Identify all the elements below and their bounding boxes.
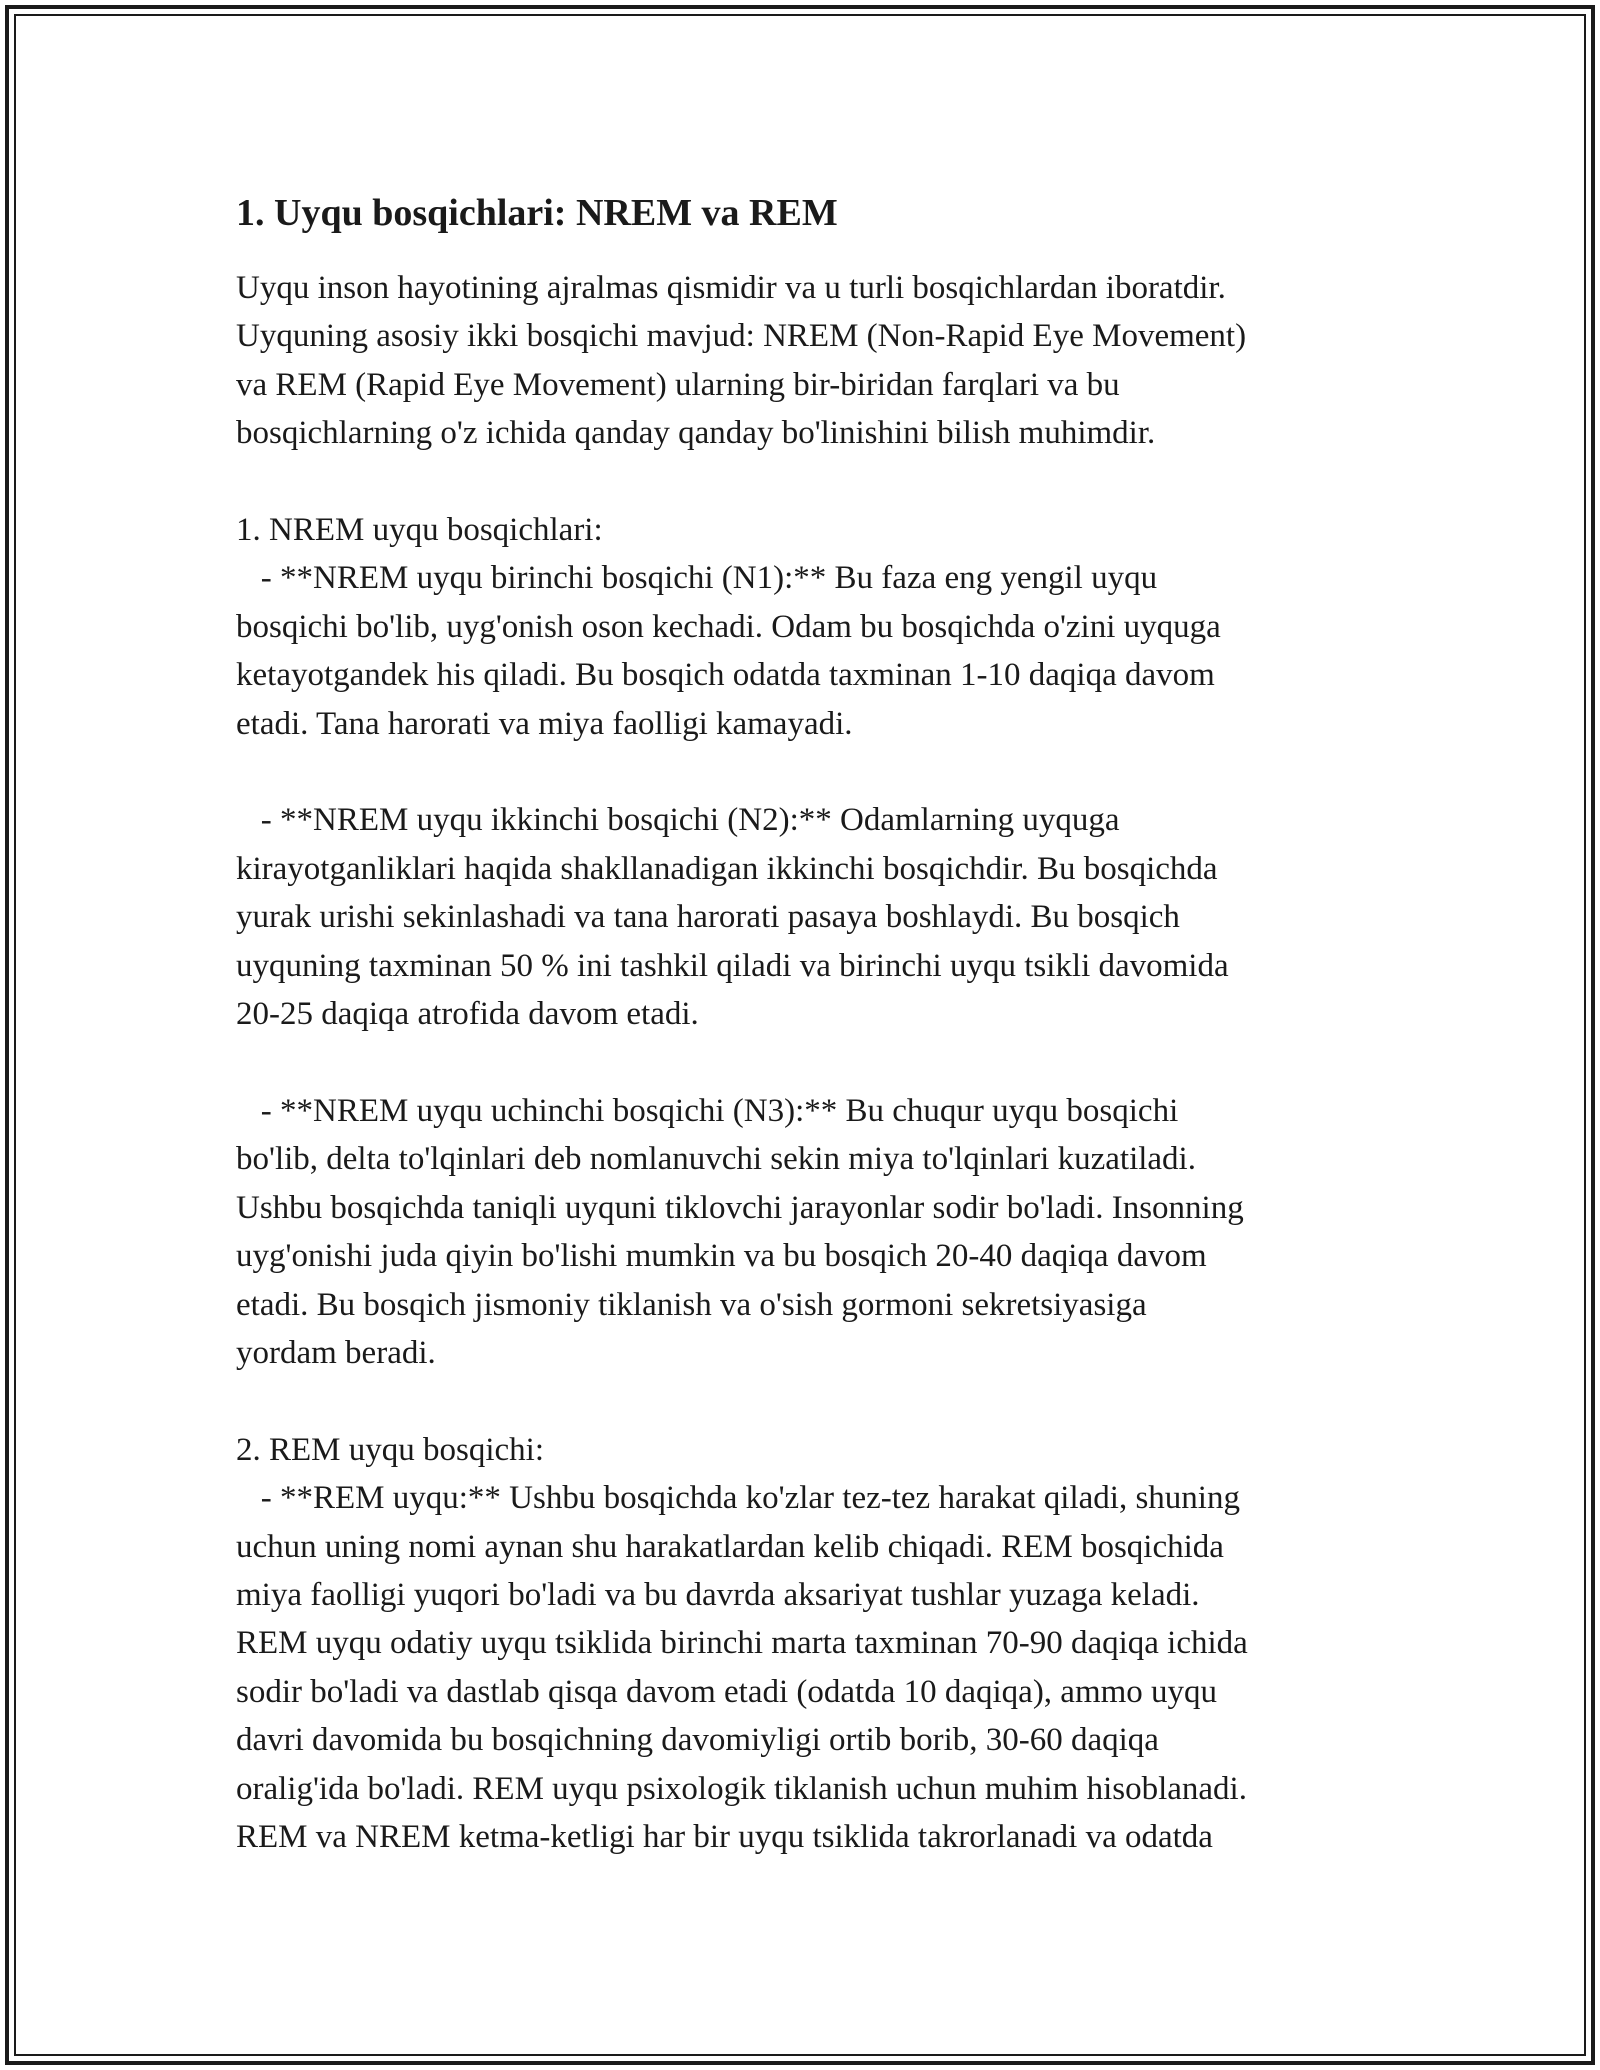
document-title: 1. Uyqu bosqichlari: NREM va REM [236, 192, 838, 234]
document-body: Uyqu inson hayotining ajralmas qismidir va u turli bosqichlardan iboratdir. Uyquning asosiy ikki bosqichi mavjud: NREM (Non-Rapid Eye Movement) va REM (Rapid Eye Movement) ularning bir-biridan farqlari va bu bosqichlarning o'z ichida qanday qanday bo'linishini bilish muhimdir. 1. NREM uyqu bosqichlari: - **NREM uyqu birinchi bosqichi (N1):** Bu faza eng yengil uyqu bosqichi bo'lib, uyg'onish oson kechadi. Odam bu bosqichda o'zini uyquga ketayotgandek his qiladi. Bu bosqich odatda taxminan 1-10 daqiqa davom etadi. Tana harorati va miya faolligi kamayadi. - **NREM uyqu ikkinchi bosqichi (N2):** Odamlarning uyquga kirayotganliklari haqida shakllanadigan ikkinchi bosqichdir. Bu bosqichda yurak urishi sekinlashadi va tana harorati pasaya boshlaydi. Bu bosqich uyquning taxminan 50 % ini tashkil qiladi va birinchi uyqu tsikli davomida 20-25 daqiqa atrofida davom etadi. - **NREM uyqu uchinchi bosqichi (N3):** Bu chuqur uyqu bosqichi bo'lib, delta to'lqinlari deb nomlanuvchi sekin miya to'lqinlari kuzatiladi. Ushbu bosqichda taniqli uyquni tiklovchi jarayonlar sodir bo'ladi. Insonning uyg'onishi juda qiyin bo'lishi mumkin va bu bosqich 20-40 daqiqa davom etadi. Bu bosqich jismoniy tiklanish va o'sish gormoni sekretsiyasiga yordam beradi. 2. REM uyqu bosqichi: - **REM uyqu:** Ushbu bosqichda ko'zlar tez-tez harakat qiladi, shuning uchun uning nomi aynan shu harakatlardan kelib chiqadi. REM bosqichida miya faolligi yuqori bo'ladi va bu davrda aksariyat tushlar yuzaga keladi. REM uyqu odatiy uyqu tsiklida birinchi marta taxminan 70-90 daqiqa ichida sodir bo'ladi va dastlab qisqa davom etadi (odatda 10 daqiqa), ammo uyqu davri davomida bu bosqichning davomiyligi ortib borib, 30-60 daqiqa oralig'ida bo'ladi. REM uyqu psixologik tiklanish uchun muhim hisoblanadi. REM va NREM ketma-ketligi har bir uyqu tsiklida takrorlanadi va odatda [236, 270, 1248, 1855]
document-page [236, 184, 1406, 1861]
